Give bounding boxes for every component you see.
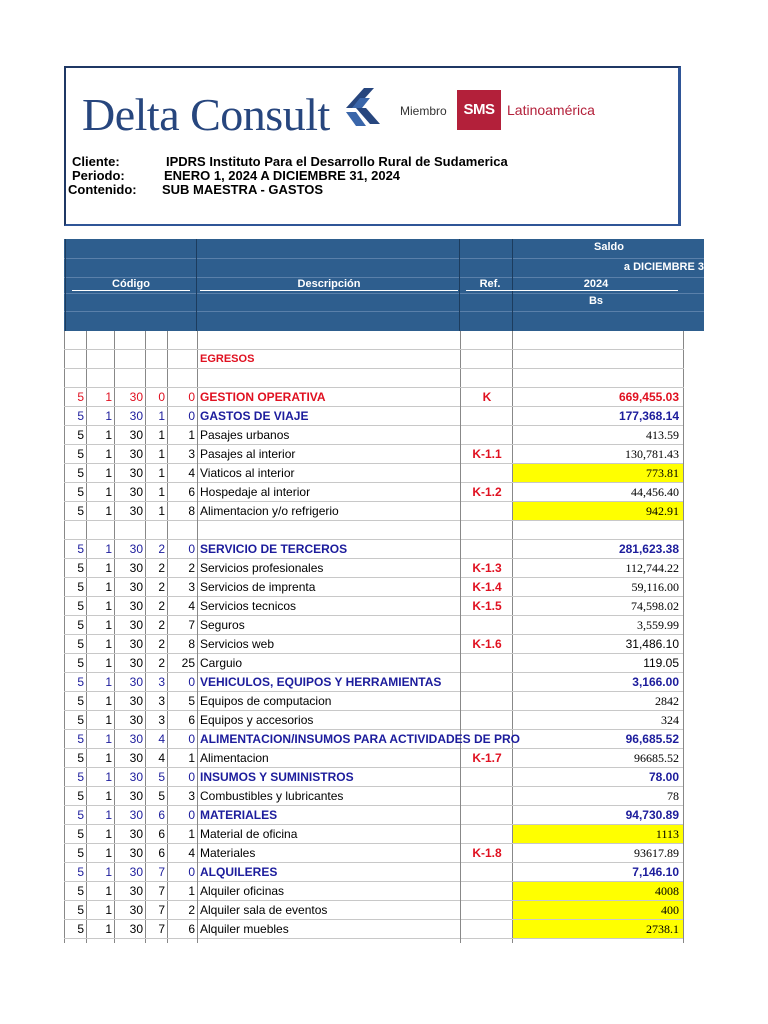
code-class: 5 bbox=[64, 673, 86, 692]
code-sub: 30 bbox=[114, 711, 145, 730]
code-sub: 30 bbox=[114, 502, 145, 521]
code-cat: 0 bbox=[145, 388, 167, 407]
ref-code bbox=[461, 787, 513, 806]
code-item: 0 bbox=[167, 863, 197, 882]
amount: 2842 bbox=[513, 692, 683, 711]
code-cat: 6 bbox=[145, 825, 167, 844]
code-cat: 2 bbox=[145, 654, 167, 673]
ref-code bbox=[461, 825, 513, 844]
code-cat: 2 bbox=[145, 540, 167, 559]
cliente-label: Cliente: bbox=[72, 154, 120, 169]
cliente-value: IPDRS Instituto Para el Desarrollo Rural de Sudamerica bbox=[166, 154, 508, 169]
code-sub: 30 bbox=[114, 920, 145, 939]
code-cat: 7 bbox=[145, 863, 167, 882]
band-line bbox=[64, 258, 704, 259]
table-row bbox=[64, 749, 684, 768]
code-group: 1 bbox=[86, 445, 114, 464]
code-sub: 30 bbox=[114, 882, 145, 901]
description: Alimentacion bbox=[198, 749, 460, 768]
code-cat: 5 bbox=[145, 768, 167, 787]
code-cat: 6 bbox=[145, 806, 167, 825]
table-row bbox=[64, 768, 684, 787]
description: GESTION OPERATIVA bbox=[198, 388, 460, 407]
ref-code: K-1.3 bbox=[461, 559, 513, 578]
code-class: 5 bbox=[64, 540, 86, 559]
code-item: 0 bbox=[167, 768, 197, 787]
code-class: 5 bbox=[64, 711, 86, 730]
amount: 130,781.43 bbox=[513, 445, 683, 464]
code-cat: 1 bbox=[145, 426, 167, 445]
code-item: 4 bbox=[167, 597, 197, 616]
code-class: 5 bbox=[64, 825, 86, 844]
blank-row bbox=[64, 369, 684, 388]
code-sub: 30 bbox=[114, 426, 145, 445]
code-item: 3 bbox=[167, 578, 197, 597]
code-class: 5 bbox=[64, 483, 86, 502]
code-cat: 1 bbox=[145, 483, 167, 502]
code-sub: 30 bbox=[114, 749, 145, 768]
table-row bbox=[64, 692, 684, 711]
table-row bbox=[64, 730, 684, 749]
code-sub: 30 bbox=[114, 483, 145, 502]
code-group: 1 bbox=[86, 768, 114, 787]
delta-arrow-icon bbox=[340, 88, 382, 134]
description: SERVICIO DE TERCEROS bbox=[198, 540, 460, 559]
amount: 93617.89 bbox=[513, 844, 683, 863]
code-item: 6 bbox=[167, 483, 197, 502]
code-sub: 30 bbox=[114, 825, 145, 844]
description: Materiales bbox=[198, 844, 460, 863]
code-sub: 30 bbox=[114, 445, 145, 464]
code-item: 0 bbox=[167, 540, 197, 559]
code-item: 0 bbox=[167, 407, 197, 426]
amount: 1113 bbox=[513, 825, 683, 844]
code-group: 1 bbox=[86, 407, 114, 426]
band-divider bbox=[459, 239, 460, 331]
code-item: 8 bbox=[167, 635, 197, 654]
ref-code bbox=[461, 407, 513, 426]
table-row bbox=[64, 502, 684, 521]
ref-code bbox=[461, 540, 513, 559]
amount: 669,455.03 bbox=[513, 388, 683, 407]
code-item: 5 bbox=[167, 692, 197, 711]
code-sub: 30 bbox=[114, 616, 145, 635]
code-group: 1 bbox=[86, 863, 114, 882]
code-group: 1 bbox=[86, 654, 114, 673]
code-cat: 7 bbox=[145, 882, 167, 901]
report-header bbox=[64, 66, 681, 226]
code-sub: 30 bbox=[114, 768, 145, 787]
code-item: 1 bbox=[167, 825, 197, 844]
code-group: 1 bbox=[86, 559, 114, 578]
code-item: 3 bbox=[167, 445, 197, 464]
code-class: 5 bbox=[64, 445, 86, 464]
description: Material de oficina bbox=[198, 825, 460, 844]
ref-code bbox=[461, 863, 513, 882]
table-row bbox=[64, 464, 684, 483]
description: Hospedaje al interior bbox=[198, 483, 460, 502]
code-group: 1 bbox=[86, 749, 114, 768]
code-cat: 7 bbox=[145, 920, 167, 939]
contenido-label: Contenido: bbox=[68, 182, 137, 197]
ref-code: K bbox=[461, 388, 513, 407]
code-cat: 2 bbox=[145, 616, 167, 635]
amount: 281,623.38 bbox=[513, 540, 683, 559]
band-divider bbox=[65, 239, 66, 331]
code-group: 1 bbox=[86, 730, 114, 749]
header-ref: Ref. bbox=[466, 278, 514, 291]
ref-code bbox=[461, 692, 513, 711]
code-item bbox=[167, 521, 197, 540]
code-item: 2 bbox=[167, 901, 197, 920]
code-sub: 30 bbox=[114, 407, 145, 426]
description: Servicios de imprenta bbox=[198, 578, 460, 597]
code-class: 5 bbox=[64, 768, 86, 787]
code-item: 0 bbox=[167, 806, 197, 825]
code-item: 7 bbox=[167, 616, 197, 635]
code-item: 0 bbox=[167, 673, 197, 692]
code-item: 6 bbox=[167, 711, 197, 730]
ref-code bbox=[461, 711, 513, 730]
code-sub: 30 bbox=[114, 388, 145, 407]
company-logo-text: Delta Consult bbox=[82, 89, 330, 140]
code-sub: 30 bbox=[114, 578, 145, 597]
code-sub: 30 bbox=[114, 654, 145, 673]
ref-code bbox=[461, 464, 513, 483]
table-row bbox=[64, 407, 684, 426]
table-row bbox=[64, 426, 684, 445]
amount: 4008 bbox=[513, 882, 683, 901]
code-class: 5 bbox=[64, 863, 86, 882]
code-class: 5 bbox=[64, 464, 86, 483]
description: Carguio bbox=[198, 654, 460, 673]
code-item: 3 bbox=[167, 787, 197, 806]
code-item: 0 bbox=[167, 730, 197, 749]
code-class: 5 bbox=[64, 730, 86, 749]
code-class: 5 bbox=[64, 616, 86, 635]
amount: 74,598.02 bbox=[513, 597, 683, 616]
code-sub: 30 bbox=[114, 844, 145, 863]
code-class: 5 bbox=[64, 388, 86, 407]
code-cat: 3 bbox=[145, 673, 167, 692]
code-group: 1 bbox=[86, 578, 114, 597]
code-group: 1 bbox=[86, 901, 114, 920]
network-label: Latinoamérica bbox=[507, 102, 595, 118]
code-cat: 2 bbox=[145, 559, 167, 578]
code-cat: 5 bbox=[145, 787, 167, 806]
code-item: 25 bbox=[167, 654, 197, 673]
code-cat: 1 bbox=[145, 407, 167, 426]
header-saldo-year: 2024 bbox=[514, 278, 678, 291]
header-saldo-date: a DICIEMBRE 3 bbox=[623, 261, 704, 273]
table-row bbox=[64, 920, 684, 939]
table-row bbox=[64, 882, 684, 901]
code-item: 0 bbox=[167, 388, 197, 407]
code-class: 5 bbox=[64, 920, 86, 939]
ref-code bbox=[461, 426, 513, 445]
code-group: 1 bbox=[86, 502, 114, 521]
code-cat: 2 bbox=[145, 578, 167, 597]
amount: 942.91 bbox=[513, 502, 683, 521]
code-item: 4 bbox=[167, 464, 197, 483]
ref-code bbox=[461, 901, 513, 920]
code-cat: 1 bbox=[145, 445, 167, 464]
member-label: Miembro bbox=[400, 104, 447, 118]
table-row bbox=[64, 844, 684, 863]
code-group: 1 bbox=[86, 635, 114, 654]
code-class: 5 bbox=[64, 654, 86, 673]
ref-code bbox=[461, 730, 513, 749]
code-class: 5 bbox=[64, 407, 86, 426]
code-sub bbox=[114, 521, 145, 540]
code-sub: 30 bbox=[114, 730, 145, 749]
description bbox=[198, 521, 460, 540]
description: ALQUILERES bbox=[198, 863, 460, 882]
code-cat bbox=[145, 521, 167, 540]
amount: 400 bbox=[513, 901, 683, 920]
code-cat: 7 bbox=[145, 901, 167, 920]
ref-code: K-1.2 bbox=[461, 483, 513, 502]
ref-code bbox=[461, 882, 513, 901]
amount: 112,744.22 bbox=[513, 559, 683, 578]
description: Equipos de computacion bbox=[198, 692, 460, 711]
code-cat: 3 bbox=[145, 711, 167, 730]
amount bbox=[513, 521, 683, 540]
description: VEHICULOS, EQUIPOS Y HERRAMIENTAS bbox=[198, 673, 460, 692]
ref-code bbox=[461, 502, 513, 521]
amount: 59,116.00 bbox=[513, 578, 683, 597]
amount: 3,166.00 bbox=[513, 673, 683, 692]
code-group: 1 bbox=[86, 464, 114, 483]
ref-code bbox=[461, 768, 513, 787]
description: Servicios web bbox=[198, 635, 460, 654]
periodo-value: ENERO 1, 2024 A DICIEMBRE 31, 2024 bbox=[164, 168, 401, 183]
code-group: 1 bbox=[86, 844, 114, 863]
code-class: 5 bbox=[64, 502, 86, 521]
description: INSUMOS Y SUMINISTROS bbox=[198, 768, 460, 787]
code-sub: 30 bbox=[114, 692, 145, 711]
code-class bbox=[64, 521, 86, 540]
description: Viaticos al interior bbox=[198, 464, 460, 483]
code-group: 1 bbox=[86, 825, 114, 844]
code-sub: 30 bbox=[114, 635, 145, 654]
ref-code: K-1.6 bbox=[461, 635, 513, 654]
header-codigo: Código bbox=[72, 278, 190, 291]
band-divider bbox=[196, 239, 197, 331]
code-sub: 30 bbox=[114, 787, 145, 806]
code-class: 5 bbox=[64, 559, 86, 578]
code-group: 1 bbox=[86, 673, 114, 692]
table-row bbox=[64, 483, 684, 502]
table-row bbox=[64, 711, 684, 730]
band-line bbox=[64, 311, 704, 312]
code-cat: 3 bbox=[145, 692, 167, 711]
code-class: 5 bbox=[64, 426, 86, 445]
code-group: 1 bbox=[86, 388, 114, 407]
table-row bbox=[64, 806, 684, 825]
ref-code bbox=[461, 673, 513, 692]
description: Alquiler muebles bbox=[198, 920, 460, 939]
code-item: 6 bbox=[167, 920, 197, 939]
code-class: 5 bbox=[64, 806, 86, 825]
table-row bbox=[64, 559, 684, 578]
contenido-value: SUB MAESTRA - GASTOS bbox=[162, 182, 324, 197]
description: Alimentacion y/o refrigerio bbox=[198, 502, 460, 521]
table-row bbox=[64, 540, 684, 559]
code-class: 5 bbox=[64, 882, 86, 901]
table-row bbox=[64, 445, 684, 464]
description: Pasajes urbanos bbox=[198, 426, 460, 445]
code-cat: 2 bbox=[145, 597, 167, 616]
amount: 96685.52 bbox=[513, 749, 683, 768]
description: Alquiler oficinas bbox=[198, 882, 460, 901]
code-class: 5 bbox=[64, 749, 86, 768]
code-class: 5 bbox=[64, 844, 86, 863]
code-cat: 6 bbox=[145, 844, 167, 863]
description: MATERIALES bbox=[198, 806, 460, 825]
description: ALIMENTACION/INSUMOS PARA ACTIVIDADES DE PRO bbox=[198, 730, 460, 749]
code-group: 1 bbox=[86, 597, 114, 616]
code-group bbox=[86, 521, 114, 540]
amount: 44,456.40 bbox=[513, 483, 683, 502]
table-row bbox=[64, 578, 684, 597]
description: Servicios profesionales bbox=[198, 559, 460, 578]
ref-code: K-1.4 bbox=[461, 578, 513, 597]
amount: 94,730.89 bbox=[513, 806, 683, 825]
description: Alquiler sala de eventos bbox=[198, 901, 460, 920]
code-sub: 30 bbox=[114, 673, 145, 692]
code-sub: 30 bbox=[114, 806, 145, 825]
code-cat: 1 bbox=[145, 464, 167, 483]
table-row bbox=[64, 388, 684, 407]
blank-row bbox=[64, 331, 684, 350]
code-class: 5 bbox=[64, 692, 86, 711]
code-cat: 4 bbox=[145, 730, 167, 749]
header-descripcion: Descripción bbox=[200, 278, 458, 291]
code-item: 1 bbox=[167, 882, 197, 901]
code-item: 4 bbox=[167, 844, 197, 863]
code-group: 1 bbox=[86, 692, 114, 711]
sms-logo: SMS bbox=[457, 90, 501, 130]
amount: 119.05 bbox=[513, 654, 683, 673]
table-row bbox=[64, 597, 684, 616]
code-sub: 30 bbox=[114, 464, 145, 483]
code-class: 5 bbox=[64, 635, 86, 654]
section-row bbox=[64, 350, 684, 369]
code-sub: 30 bbox=[114, 863, 145, 882]
code-cat: 1 bbox=[145, 502, 167, 521]
code-group: 1 bbox=[86, 483, 114, 502]
code-class: 5 bbox=[64, 787, 86, 806]
code-class: 5 bbox=[64, 901, 86, 920]
band-line bbox=[64, 293, 704, 294]
periodo-label: Periodo: bbox=[72, 168, 125, 183]
description: Pasajes al interior bbox=[198, 445, 460, 464]
code-sub: 30 bbox=[114, 901, 145, 920]
description: Combustibles y lubricantes bbox=[198, 787, 460, 806]
code-group: 1 bbox=[86, 787, 114, 806]
code-group: 1 bbox=[86, 426, 114, 445]
description: Equipos y accesorios bbox=[198, 711, 460, 730]
table-row bbox=[64, 635, 684, 654]
ref-code bbox=[461, 806, 513, 825]
code-sub: 30 bbox=[114, 559, 145, 578]
amount: 413.59 bbox=[513, 426, 683, 445]
header-saldo-currency: Bs bbox=[588, 295, 604, 307]
table-row bbox=[64, 616, 684, 635]
amount: 96,685.52 bbox=[513, 730, 683, 749]
ref-code: K-1.7 bbox=[461, 749, 513, 768]
code-item: 8 bbox=[167, 502, 197, 521]
ref-code bbox=[461, 920, 513, 939]
code-group: 1 bbox=[86, 920, 114, 939]
code-item: 1 bbox=[167, 426, 197, 445]
description: GASTOS DE VIAJE bbox=[198, 407, 460, 426]
code-group: 1 bbox=[86, 882, 114, 901]
section-title: EGRESOS bbox=[198, 350, 460, 369]
ref-code: K-1.5 bbox=[461, 597, 513, 616]
ref-code bbox=[461, 654, 513, 673]
code-group: 1 bbox=[86, 616, 114, 635]
code-cat: 4 bbox=[145, 749, 167, 768]
amount: 78.00 bbox=[513, 768, 683, 787]
code-group: 1 bbox=[86, 540, 114, 559]
ref-code bbox=[461, 521, 513, 540]
amount: 7,146.10 bbox=[513, 863, 683, 882]
code-sub: 30 bbox=[114, 540, 145, 559]
code-sub: 30 bbox=[114, 597, 145, 616]
description: Servicios tecnicos bbox=[198, 597, 460, 616]
blank-row bbox=[64, 521, 684, 540]
amount: 2738.1 bbox=[513, 920, 683, 939]
ref-code: K-1.1 bbox=[461, 445, 513, 464]
amount: 78 bbox=[513, 787, 683, 806]
amount: 3,559.99 bbox=[513, 616, 683, 635]
amount: 773.81 bbox=[513, 464, 683, 483]
code-group: 1 bbox=[86, 711, 114, 730]
table-row bbox=[64, 673, 684, 692]
table-row bbox=[64, 654, 684, 673]
amount: 324 bbox=[513, 711, 683, 730]
description: Seguros bbox=[198, 616, 460, 635]
amount: 177,368.14 bbox=[513, 407, 683, 426]
table-row bbox=[64, 787, 684, 806]
amount: 31,486.10 bbox=[513, 635, 683, 654]
header-saldo: Saldo bbox=[594, 241, 624, 253]
ref-code bbox=[461, 616, 513, 635]
ref-code: K-1.8 bbox=[461, 844, 513, 863]
code-group: 1 bbox=[86, 806, 114, 825]
code-item: 1 bbox=[167, 749, 197, 768]
table-row bbox=[64, 825, 684, 844]
code-class: 5 bbox=[64, 578, 86, 597]
table-row bbox=[64, 901, 684, 920]
table-row bbox=[64, 863, 684, 882]
code-item: 2 bbox=[167, 559, 197, 578]
code-class: 5 bbox=[64, 597, 86, 616]
code-cat: 2 bbox=[145, 635, 167, 654]
